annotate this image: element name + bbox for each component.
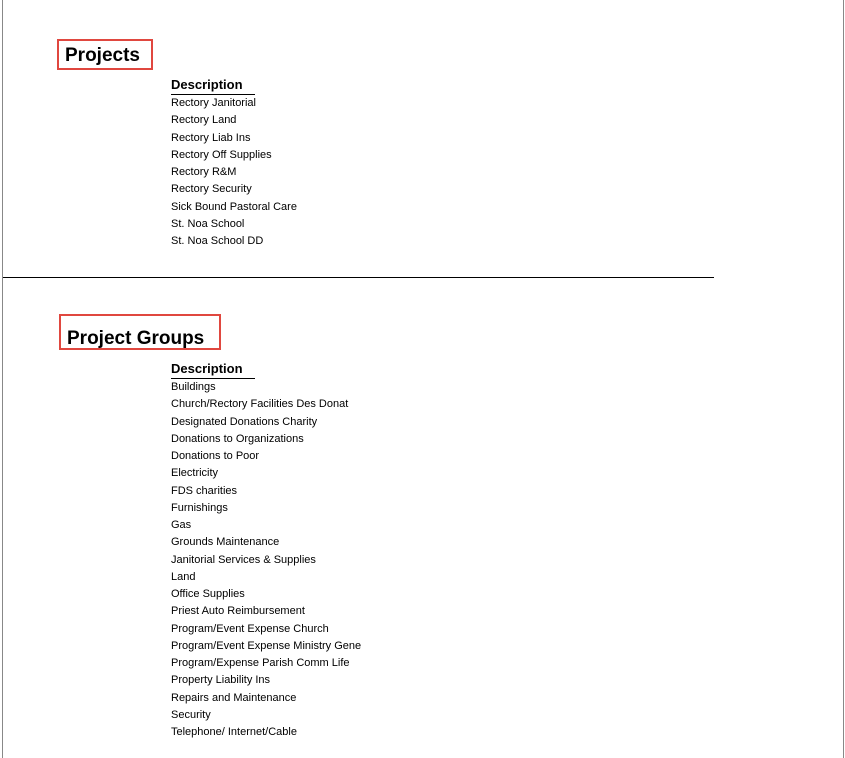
page-right-border	[843, 0, 844, 758]
project-row: Rectory Liab Ins	[171, 131, 251, 144]
project-row: Rectory Land	[171, 114, 237, 127]
section-divider	[3, 277, 714, 278]
project-row: Rectory Off Supplies	[171, 148, 272, 161]
project-groups-section-title: Project Groups	[59, 314, 221, 350]
project-group-row: Office Supplies	[171, 588, 245, 600]
project-row: Sick Bound Pastoral Care	[171, 200, 297, 213]
project-group-row: Program/Event Expense Ministry Gene	[171, 639, 362, 652]
project-row: Rectory Security	[171, 183, 252, 196]
project-group-row: Designated Donations Charity	[171, 415, 318, 428]
page-left-border	[2, 0, 3, 758]
project-group-row: Donations to Poor	[171, 450, 260, 462]
project-group-row: Donations to Organizations	[171, 432, 304, 445]
project-group-row: Program/Expense Parish Comm Life	[171, 657, 350, 669]
project-groups-list	[171, 379, 361, 741]
project-group-row: Security	[171, 708, 211, 721]
project-group-row: Telephone/ Internet/Cable	[171, 726, 297, 738]
project-group-row: Program/Event Expense Church	[171, 622, 329, 635]
project-group-row: Land	[171, 570, 196, 583]
project-group-row: FDS charities	[171, 484, 238, 497]
project-groups-description-header: Description	[171, 361, 255, 379]
project-group-row: Gas	[171, 519, 192, 531]
project-group-row: Furnishings	[171, 501, 228, 514]
project-row: Rectory Janitorial	[171, 97, 256, 109]
projects-list	[171, 95, 297, 250]
project-group-row: Property Liability Ins	[171, 674, 271, 687]
projects-description-header: Description	[171, 77, 255, 95]
project-group-row: Electricity	[171, 467, 219, 480]
project-group-row: Church/Rectory Facilities Des Donat	[171, 398, 349, 411]
project-group-row: Buildings	[171, 381, 216, 393]
project-group-row: Repairs and Maintenance	[171, 691, 297, 704]
project-row: St. Noa School DD	[171, 235, 264, 247]
project-group-row: Priest Auto Reimbursement	[171, 605, 305, 618]
project-row: Rectory R&M	[171, 166, 237, 178]
project-group-row: Grounds Maintenance	[171, 536, 280, 549]
projects-section-title: Projects	[57, 39, 153, 70]
project-group-row: Janitorial Services & Supplies	[171, 553, 316, 566]
project-row: St. Noa School	[171, 217, 245, 230]
